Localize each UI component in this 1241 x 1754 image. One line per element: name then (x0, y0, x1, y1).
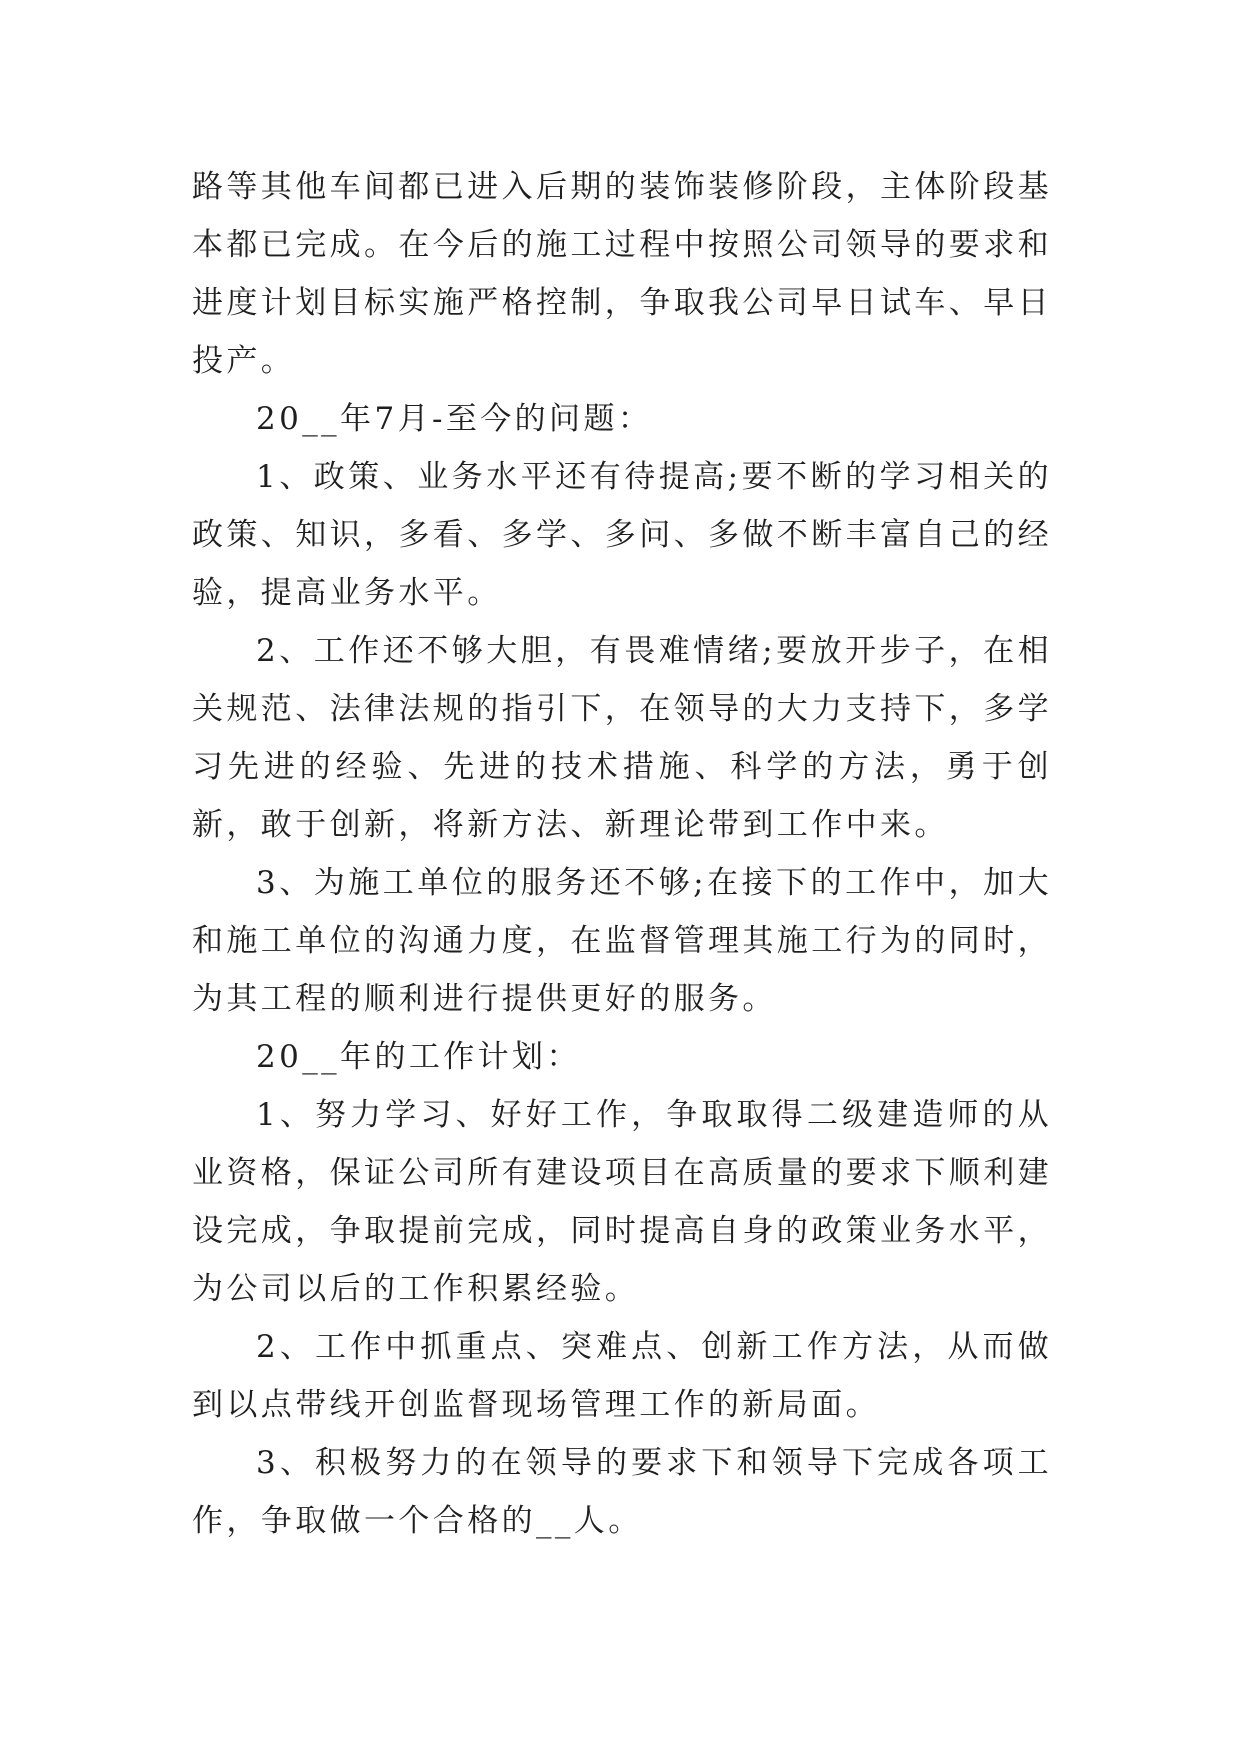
paragraph-continuation: 路等其他车间都已进入后期的装饰装修阶段，主体阶段基本都已完成。在今后的施工过程中按照公司领导的要求和进度计划目标实施严格控制，争取我公司早日试车、早日投产。 (192, 169, 1052, 379)
problem-item-2: 2、工作还不够大胆，有畏难情绪;要放开步子，在相关规范、法律法规的指引下，在领导的大力支持下，多学习先进的经验、先进的技术措施、科学的方法，勇于创新，敢于创新，将新方法、新理论带到工作中来。 (192, 633, 1052, 843)
problem-item-1: 1、政策、业务水平还有待提高;要不断的学习相关的政策、知识，多看、多学、多问、多做不断丰富自己的经验，提高业务水平。 (192, 459, 1052, 611)
section-heading-plan: 20__年的工作计划： (256, 1039, 581, 1075)
problem-item-3: 3、为施工单位的服务还不够;在接下的工作中，加大和施工单位的沟通力度，在监督管理其施工行为的同时，为其工程的顺利进行提供更好的服务。 (192, 865, 1052, 1017)
plan-item-1: 1、努力学习、好好工作，争取取得二级建造师的从业资格，保证公司所有建设项目在高质量的要求下顺利建设完成，争取提前完成，同时提高自身的政策业务水平，为公司以后的工作积累经验。 (192, 1097, 1052, 1307)
plan-item-3: 3、积极努力的在领导的要求下和领导下完成各项工作，争取做一个合格的__人。 (192, 1445, 1052, 1539)
plan-item-2: 2、工作中抓重点、突难点、创新工作方法，从而做到以点带线开创监督现场管理工作的新局面。 (192, 1329, 1052, 1423)
section-heading-problems: 20__年7月-至今的问题： (256, 401, 653, 437)
document-body (192, 158, 1052, 1550)
